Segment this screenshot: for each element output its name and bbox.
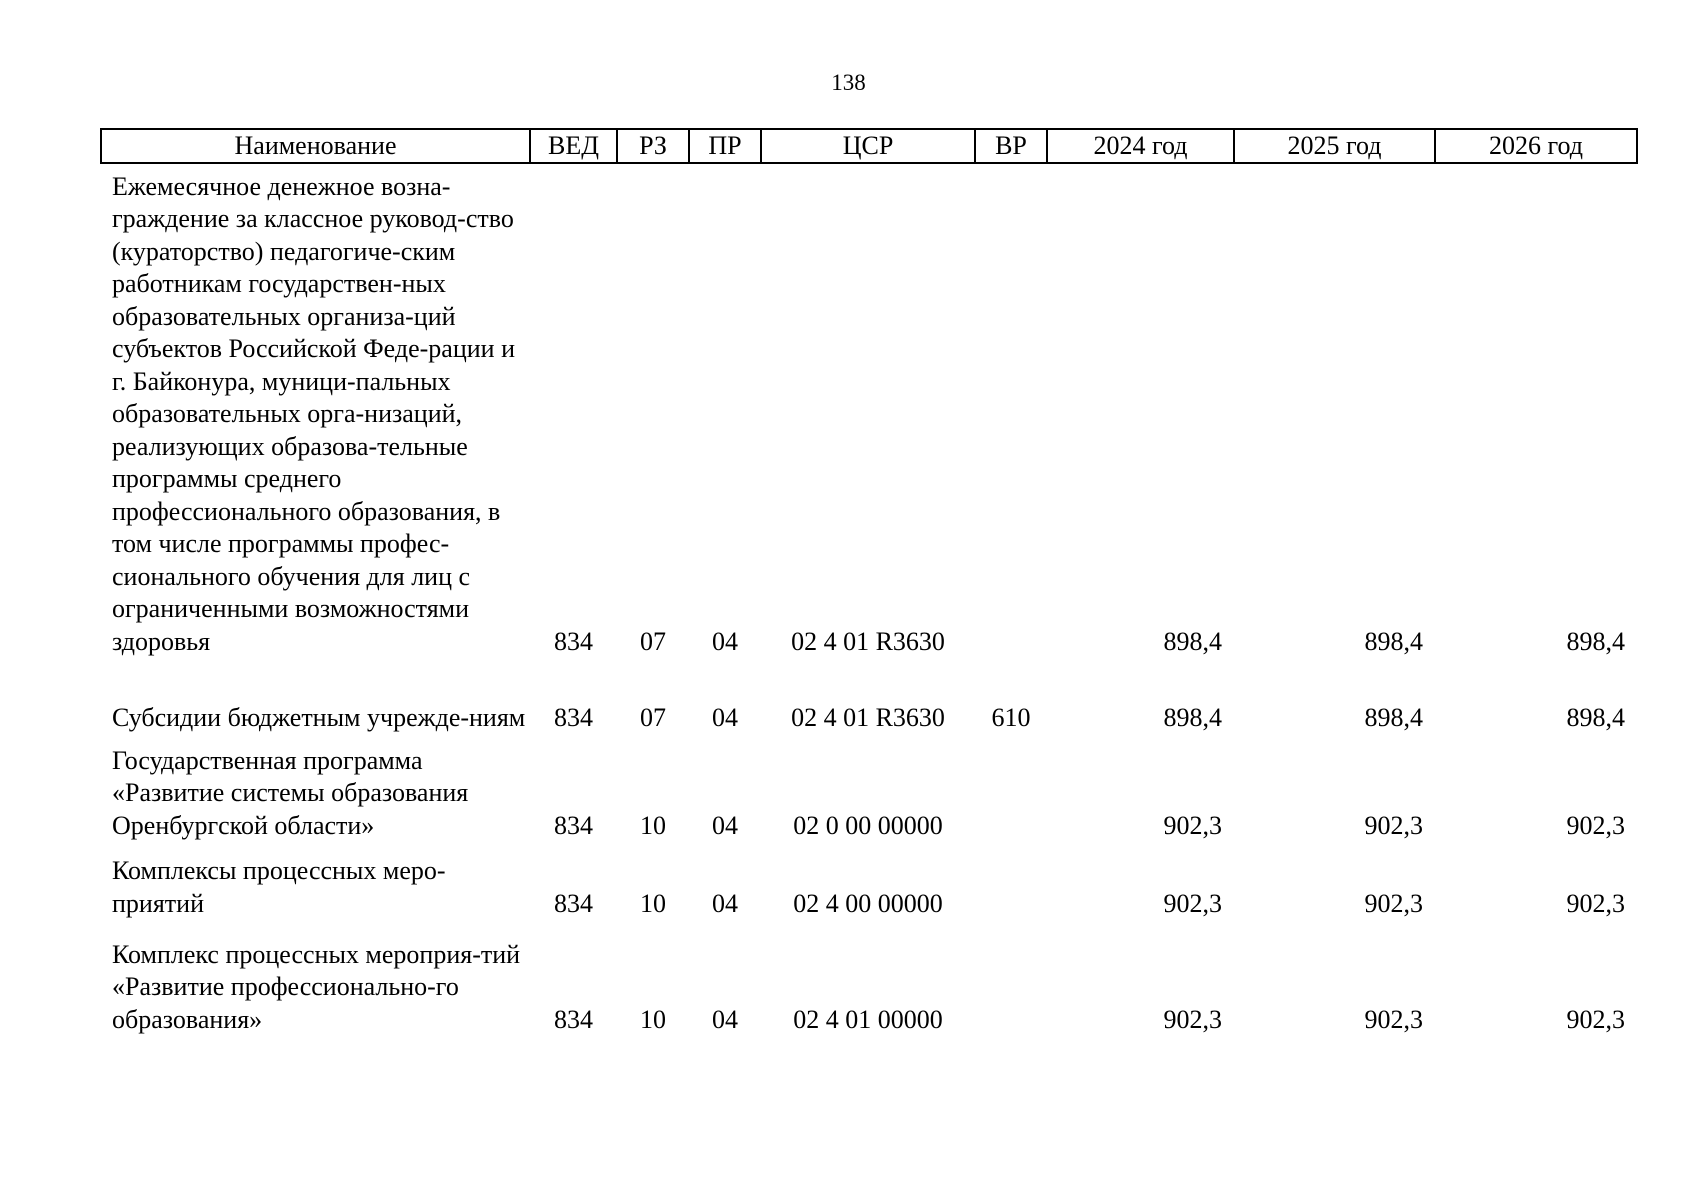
cell-rz: 10: [640, 810, 666, 840]
cell-vr: [975, 842, 1047, 920]
cell-name: Субсидии бюджетным учрежде-ниям: [112, 702, 526, 732]
budget-table: [100, 128, 1638, 1036]
cell-vr: [975, 920, 1047, 1036]
cell-2024: 898,4: [1163, 702, 1222, 732]
header-2024: 2024 год: [1047, 129, 1234, 163]
cell-csr: 02 4 01 00000: [793, 1004, 943, 1034]
cell-2025: 902,3: [1364, 888, 1423, 918]
cell-2025: 902,3: [1364, 810, 1423, 840]
page-number: 138: [831, 70, 866, 95]
cell-2026: 902,3: [1566, 888, 1625, 918]
table-header-row: [101, 129, 1637, 163]
cell-csr: 02 0 00 00000: [793, 810, 943, 840]
table-row: [101, 163, 1637, 658]
cell-rz: 07: [640, 626, 666, 656]
table-row: [101, 842, 1637, 920]
header-vr: ВР: [975, 129, 1047, 163]
cell-rz: 10: [640, 888, 666, 918]
header-name: Наименование: [101, 129, 530, 163]
cell-2024: 902,3: [1163, 888, 1222, 918]
cell-vr: 610: [991, 702, 1031, 732]
cell-name: Ежемесячное денежное возна-граждение за классное руковод-ство (кураторство) педагогиче-ским работникам государствен-ных образовательных организа-ций субъектов Российской Феде-рации и г. Байконура, муници-пальных образовательных орга-низаций, реализующих образова-тельные программы среднего профессионального образования, в том числе программы профес-сионального обучения для лиц с ограниченными возможностями здоровья: [112, 171, 515, 656]
cell-name: Комплексы процессных меро-приятий: [112, 856, 446, 918]
cell-ved: 834: [554, 1004, 593, 1034]
cell-2025: 898,4: [1364, 702, 1423, 732]
cell-vr: [975, 734, 1047, 842]
header-2026: 2026 год: [1435, 129, 1637, 163]
cell-ved: 834: [554, 702, 593, 732]
cell-2024: 898,4: [1163, 626, 1222, 656]
header-pr: ПР: [689, 129, 761, 163]
cell-rz: 10: [640, 1004, 666, 1034]
header-csr: ЦСР: [761, 129, 975, 163]
cell-ved: 834: [554, 810, 593, 840]
header-rz: РЗ: [617, 129, 689, 163]
cell-pr: 04: [712, 1004, 738, 1034]
cell-name: Государственная программа «Развитие системы образования Оренбургской области»: [112, 745, 469, 840]
cell-csr: 02 4 00 00000: [793, 888, 943, 918]
cell-pr: 04: [712, 626, 738, 656]
cell-pr: 04: [712, 810, 738, 840]
cell-2025: 902,3: [1364, 1004, 1423, 1034]
header-ved: ВЕД: [530, 129, 617, 163]
cell-2025: 898,4: [1364, 626, 1423, 656]
cell-2026: 898,4: [1566, 702, 1625, 732]
cell-vr: [975, 163, 1047, 658]
header-2025: 2025 год: [1234, 129, 1435, 163]
cell-2026: 902,3: [1566, 1004, 1625, 1034]
cell-ved: 834: [554, 626, 593, 656]
table-row: [101, 658, 1637, 734]
cell-pr: 04: [712, 702, 738, 732]
cell-name: Комплекс процессных мероприя-тий «Развитие профессионально-го образования»: [112, 939, 521, 1034]
cell-pr: 04: [712, 888, 738, 918]
cell-csr: 02 4 01 R3630: [791, 702, 945, 732]
cell-rz: 07: [640, 702, 666, 732]
cell-2026: 898,4: [1566, 626, 1625, 656]
cell-2026: 902,3: [1566, 810, 1625, 840]
table-row: [101, 734, 1637, 842]
cell-2024: 902,3: [1163, 1004, 1222, 1034]
cell-2024: 902,3: [1163, 810, 1222, 840]
cell-csr: 02 4 01 R3630: [791, 626, 945, 656]
table-row: [101, 920, 1637, 1036]
cell-ved: 834: [554, 888, 593, 918]
